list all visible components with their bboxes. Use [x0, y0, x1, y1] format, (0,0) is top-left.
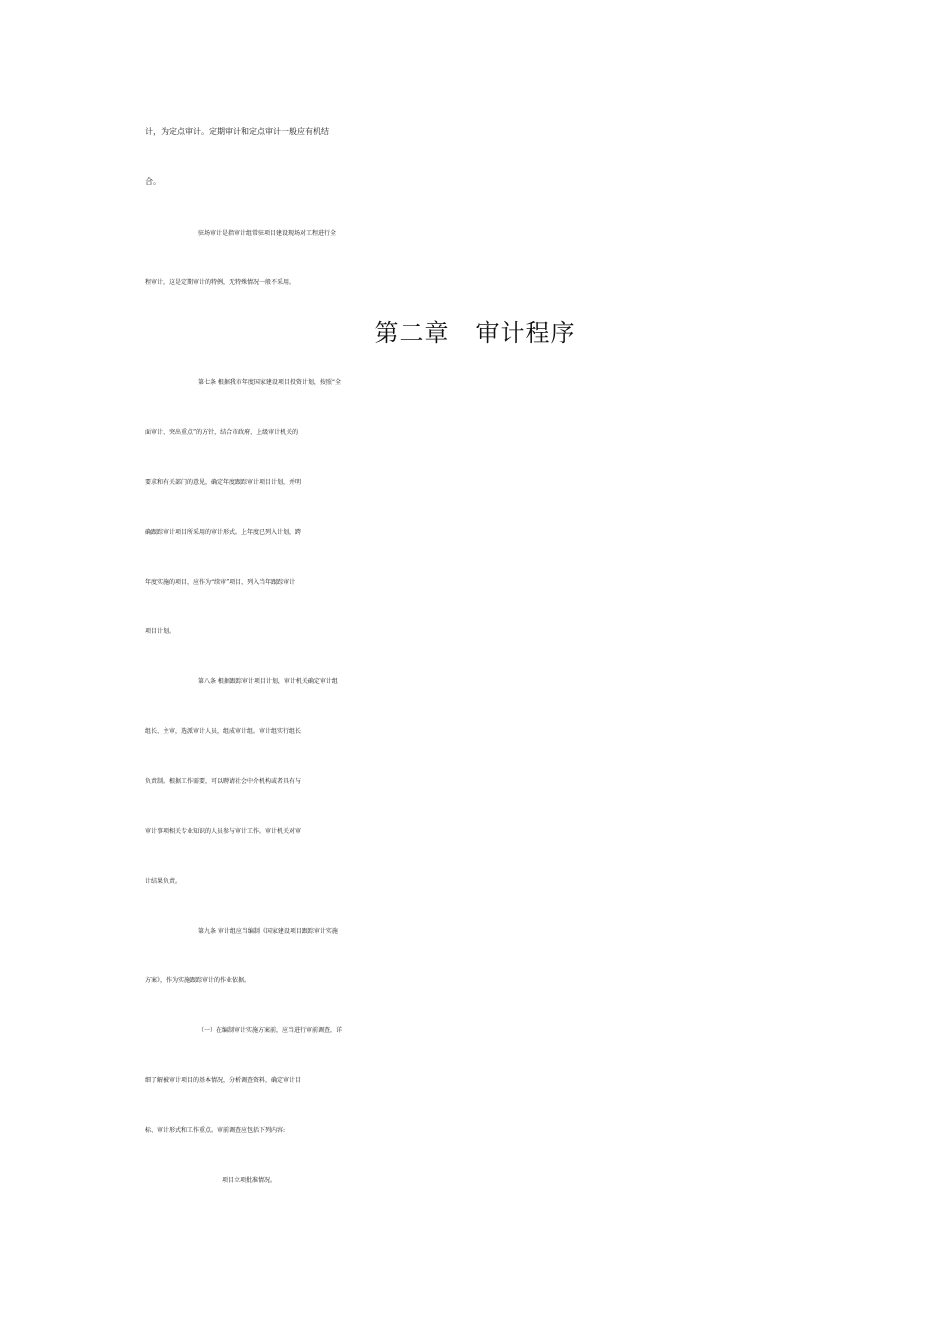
- article-7-line: 面审计、突出重点”的方针，结合市政府、上级审计机关的: [145, 429, 299, 436]
- item-1-line: （一）在编制审计实施方案前，应当进行审前调查，详: [198, 1027, 343, 1034]
- article-7-line: 确跟踪审计项目所采用的审计形式。上年度已列入计划，跨: [145, 529, 302, 536]
- article-7-line: 要求和有关部门的意见，确定年度跟踪审计项目计划，并明: [145, 479, 302, 486]
- chapter-title: 审计程序: [475, 319, 576, 347]
- article-9-line: 第九条 审计组应当编制《国家建设项目跟踪审计实施: [198, 928, 338, 935]
- chapter-number: 第二章: [374, 319, 450, 347]
- article-9-line: 方案》，作为实施跟踪审计的作业依据。: [145, 977, 251, 984]
- chapter-heading: [0, 315, 950, 351]
- text-line: 合。: [145, 177, 161, 186]
- article-7-line: 年度实施的项目，应作为“续审”项目，列入当年跟踪审计: [145, 579, 296, 586]
- text-line: 计，为定点审计。定期审计和定点审计一般应有机结: [145, 127, 329, 136]
- article-8-line: 组长、主审，选派审计人员，组成审计组。审计组实行组长: [145, 728, 302, 735]
- article-8-line: 第八条 根据跟踪审计项目计划，审计机关确定审计组: [198, 678, 338, 685]
- text-line: 驻场审计是指审计组常驻项目建设现场对工程进行全: [198, 230, 337, 237]
- item-1-line: 标、审计形式和工作重点。审前调查应包括下列内容:: [145, 1127, 286, 1134]
- sub-item-line: 项目立项批准情况。: [222, 1177, 277, 1184]
- article-8-line: 计结果负责。: [145, 878, 182, 885]
- article-8-line: 审计事项相关专业知识的人员参与审计工作。审计机关对审: [145, 828, 302, 835]
- text-line: 程审计，这是定期审计的特例，无特殊情况一般不采用。: [145, 279, 296, 286]
- article-8-line: 负责制。根据工作需要，可以聘请社会中介机构或者具有与: [145, 778, 302, 785]
- article-7-line: 项目计划。: [145, 628, 176, 635]
- item-1-line: 细了解被审计项目的基本情况，分析调查资料，确定审计目: [145, 1077, 302, 1084]
- article-7-line: 第七条 根据我市年度国家建设项目投资计划，按照“全: [198, 379, 341, 386]
